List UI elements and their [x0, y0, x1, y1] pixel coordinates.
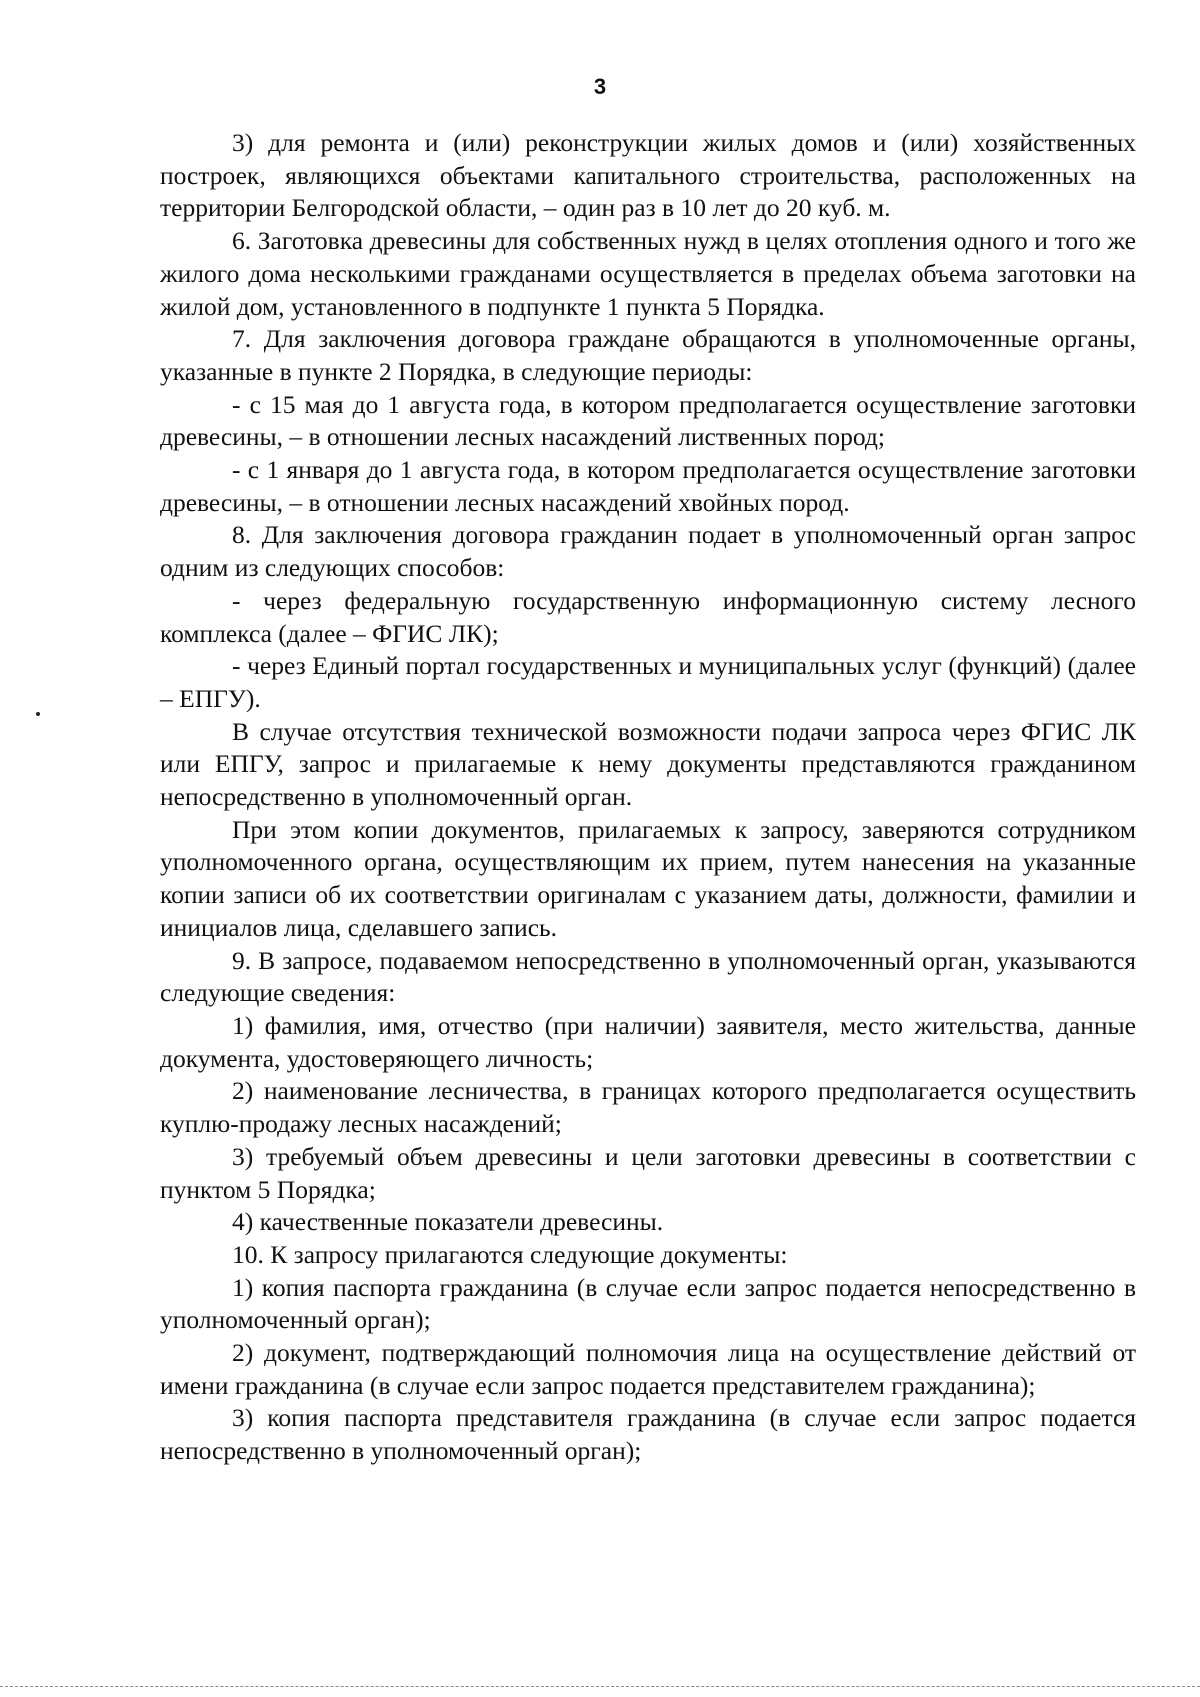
scan-speck: [36, 712, 40, 716]
paragraph-9-item-3: 3) требуемый объем древесины и цели заготовки древесины в соответствии с пунктом 5 Порядка;: [160, 1141, 1136, 1204]
paragraph-8-copies: При этом копии документов, прилагаемых к запросу, заверяются сотрудником уполномоченного органа, осуществляющим их прием, путем нанесения на указанные копии записи об их соответствии оригиналам с указанием даты, должности, фамилии и инициалов лица, сделавшего запись.: [160, 814, 1136, 942]
paragraph-8: 8. Для заключения договора гражданин подает в уполномоченный орган запрос одним из следующих способов:: [160, 520, 1136, 583]
page-number: 3: [593, 74, 607, 99]
paragraph-10-item-1: 1) копия паспорта гражданина (в случае если запрос подается непосредственно в уполномоченный орган);: [160, 1272, 1136, 1335]
paragraph-8-epgu: - через Единый портал государственных и муниципальных услуг (функций) (далее – ЕПГУ).: [160, 651, 1136, 713]
paragraph-8-fgis: - через федеральную государственную информационную систему лесного комплекса (далее – ФГИС ЛК);: [160, 585, 1136, 648]
paragraph-8-no-access: В случае отсутствия технической возможности подачи запроса через ФГИС ЛК или ЕПГУ, запрос и прилагаемые к нему документы представляются гражданином непосредственно в уполномоченный орган.: [160, 716, 1136, 812]
document-body: [160, 127, 1136, 1468]
paragraph-7-deciduous: - с 15 мая до 1 августа года, в котором предполагается осуществление заготовки древесины, – в отношении лесных насаждений лиственных пород;: [160, 389, 1136, 452]
paragraph-9-item-1: 1) фамилия, имя, отчество (при наличии) заявителя, место жительства, данные документа, удостоверяющего личность;: [160, 1010, 1136, 1073]
paragraph-6: 6. Заготовка древесины для собственных нужд в целях отопления одного и того же жилого дома несколькими гражданами осуществляется в пределах объема заготовки на жилой дом, установленного в подпункте 1 пункта 5 Порядка.: [160, 226, 1136, 321]
scan-edge-line: [0, 1686, 1200, 1687]
paragraph-10: 10. К запросу прилагаются следующие документы:: [232, 1239, 788, 1269]
paragraph-9-item-2: 2) наименование лесничества, в границах которого предполагается осуществить куплю-продажу лесных насаждений;: [160, 1076, 1136, 1139]
paragraph-3-repair: 3) для ремонта и (или) реконструкции жилых домов и (или) хозяйственных построек, являющихся объектами капитального строительства, расположенных на территории Белгородской области, – один раз в 10 лет до 20 куб. м.: [160, 128, 1136, 223]
paragraph-10-item-3: 3) копия паспорта представителя гражданина (в случае если запрос подается непосредственно в уполномоченный орган);: [160, 1403, 1136, 1466]
paragraph-7-coniferous: - с 1 января до 1 августа года, в котором предполагается осуществление заготовки древесины, – в отношении лесных насаждений хвойных пород.: [160, 455, 1136, 517]
paragraph-9-item-4: 4) качественные показатели древесины.: [232, 1207, 664, 1237]
paragraph-7: 7. Для заключения договора граждане обращаются в уполномоченные органы, указанные в пункте 2 Порядка, в следующие периоды:: [160, 324, 1136, 386]
paragraph-10-item-2: 2) документ, подтверждающий полномочия лица на осуществление действий от имени гражданина (в случае если запрос подается представителем гражданина);: [160, 1338, 1136, 1400]
paragraph-9: 9. В запросе, подаваемом непосредственно в уполномоченный орган, указываются следующие сведения:: [160, 945, 1136, 1008]
